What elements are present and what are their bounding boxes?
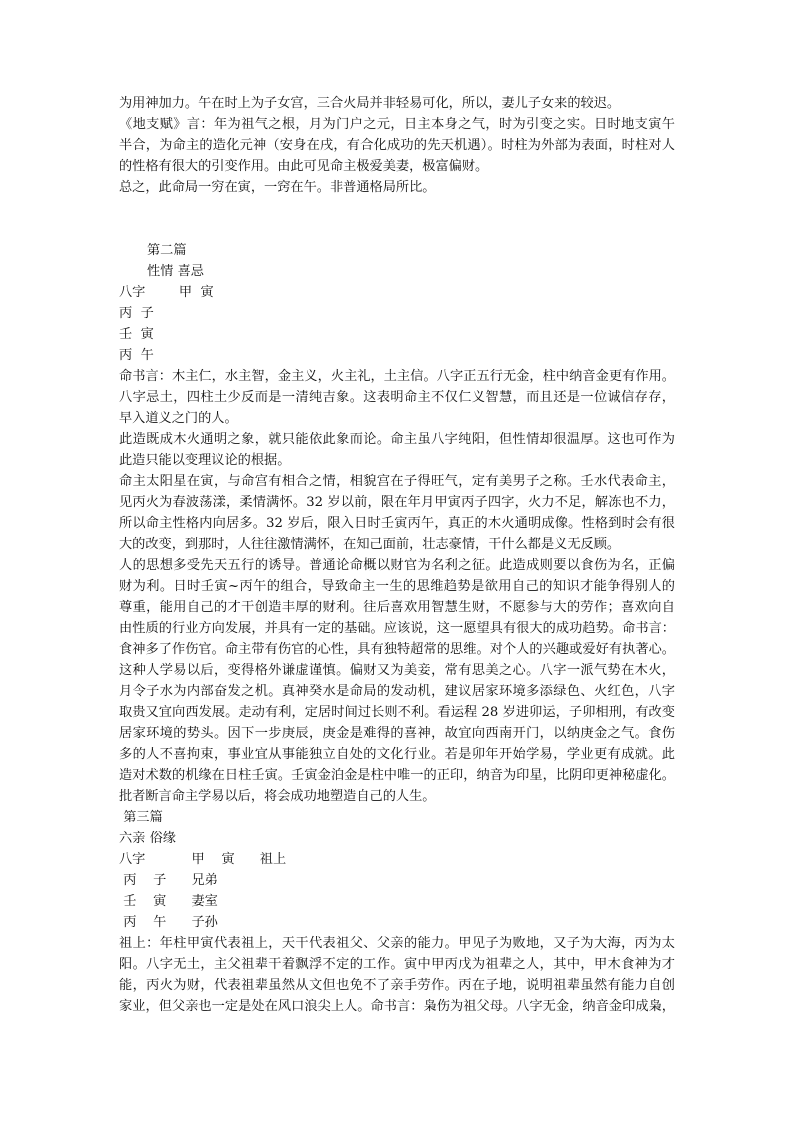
text-line: 财为利。日时壬寅~丙午的组合，导致命主一生的思维趋势是欲用自己的知识才能争得别人的: [119, 579, 675, 594]
text-line: 早入道义之门的人。: [119, 411, 238, 426]
bazi-line: 丙 子: [119, 306, 154, 321]
bazi-line: 八字 甲 寅 祖上: [119, 852, 287, 867]
text-line: 这种人学易以后，变得格外谦虚谨慎。偏财又为美妾，常有思美之心。八字一派气势在木火，: [119, 663, 675, 678]
chapter-heading: 第二篇: [147, 243, 187, 258]
text-line: 为用神加力。午在时上为子女宫，三合火局并非轻易可化，所以，妻儿子女来的较迟。: [119, 96, 621, 111]
chapter-subheading: 性情 喜忌: [147, 264, 204, 279]
bazi-line: 壬 寅: [119, 327, 154, 342]
bazi-line: 丙 午: [119, 348, 154, 363]
text-line: 尊重，能用自己的才干创造丰厚的财利。往后喜欢用智慧生财，不愿参与大的劳作；喜欢向自: [119, 600, 675, 615]
text-line: 八字忌土，四柱土少反而是一清纯吉象。这表明命主不仅仁义智慧，而且还是一位诚信存存，: [119, 390, 675, 405]
text-line: 《地支赋》言：年为祖气之根，月为门户之元，日主本身之气，时为引变之实。日时地支寅午: [119, 117, 675, 132]
text-line: 命书言：木主仁，水主智，金主义，火主礼，土主信。八字正五行无金，柱中纳音金更有作用。: [119, 369, 675, 384]
text-line: 由性质的行业方向发展，并具有一定的基础。应该说，这一愿望具有很大的成功趋势。命书言：: [119, 621, 675, 636]
text-line: 的性格有很大的引变作用。由此可见命主极爱美妻，极富偏财。: [119, 159, 489, 174]
text-line: 月令子水为内部奋发之机。真神癸水是命局的发动机，建议居家环境多添绿色、火红色，八字: [119, 684, 675, 699]
text-line: 大的改变，到那时，人往往激情满怀，在知己面前，壮志豪情，干什么都是义无反顾。: [119, 537, 621, 552]
text-line: 多的人不喜拘束，事业宜从事能独立自处的文化行业。若是卯年开始学易，学业更有成就。此: [119, 747, 675, 762]
chapter-heading: 第三篇: [119, 810, 163, 825]
text-line: 取贵又宜向西发展。走动有利，定居时间过长则不利。看运程 28 岁进卯运，子卯相刑，有改变: [119, 705, 675, 720]
text-line: 总之，此命局一穷在寅，一窍在午。非普通格局所比。: [119, 180, 436, 195]
text-line: 半合，为命主的造化元神（安身在戌，有合化成功的先天机遇）。时柱为外部为表面，时柱对人: [119, 138, 675, 153]
bazi-line: 壬 寅 妻室: [119, 894, 218, 909]
text-line: 人的思想多受先天五行的诱导。普通论命概以财官为名利之征。此造成则要以食伤为名，正偏: [119, 558, 675, 573]
chapter-subheading: 六亲 俗缘: [119, 831, 176, 846]
bazi-line: 八字 甲 寅: [119, 285, 214, 300]
text-line: 造对术数的机缘在日柱壬寅。壬寅金泊金是柱中唯一的正印，纳音为印星，比阴印更神秘虚化。: [119, 768, 675, 783]
text-line: 见丙火为春波荡漾，柔情满怀。32 岁以前，限在年月甲寅丙子四字，火力不足，解冻也不力，: [119, 495, 675, 510]
bazi-line: 丙 子 兄弟: [119, 873, 218, 888]
text-line: 所以命主性格内向居多。32 岁后，限入日时壬寅丙午，真正的木火通明成像。性格到时会有很: [119, 516, 675, 531]
text-line: 家业，但父亲也一定是处在风口浪尖上人。命书言：枭伤为祖父母。八字无金，纳音金印成枭，: [119, 999, 675, 1014]
text-line: 阳。八字无土，主父祖辈干着飘浮不定的工作。寅中甲丙戊为祖辈之人，其中，甲木食神为才: [119, 957, 675, 972]
bazi-line: 丙 午 子孙: [119, 915, 218, 930]
text-line: 批者断言命主学易以后，将会成功地塑造自己的人生。: [119, 789, 436, 804]
text-line: 此造只能以变理议论的根据。: [119, 453, 291, 468]
text-line: 食神多了作伤官。命主带有伤官的心性，具有独特超常的思维。对个人的兴趣或爱好有执著心。: [119, 642, 675, 657]
text-line: 命主太阳星在寅，与命宫有相合之情，相貌宫在子得旺气，定有美男子之称。壬水代表命主，: [119, 474, 675, 489]
text-line: 居家环境的势头。因下一步庚辰，庚金是难得的喜神，故宜向西南开门，以纳庚金之气。食伤: [119, 726, 675, 741]
text-line: 祖上：年柱甲寅代表祖上，天干代表祖父、父亲的能力。甲见子为败地，又子为大海，丙为太: [119, 936, 675, 951]
text-line: 能，丙火为财，代表祖辈虽然从文但也免不了亲手劳作。丙在子地，说明祖辈虽然有能力自创: [119, 978, 675, 993]
text-line: 此造既成木火通明之象，就只能依此象而论。命主虽八字纯阳，但性情却很温厚。这也可作为: [119, 432, 675, 447]
